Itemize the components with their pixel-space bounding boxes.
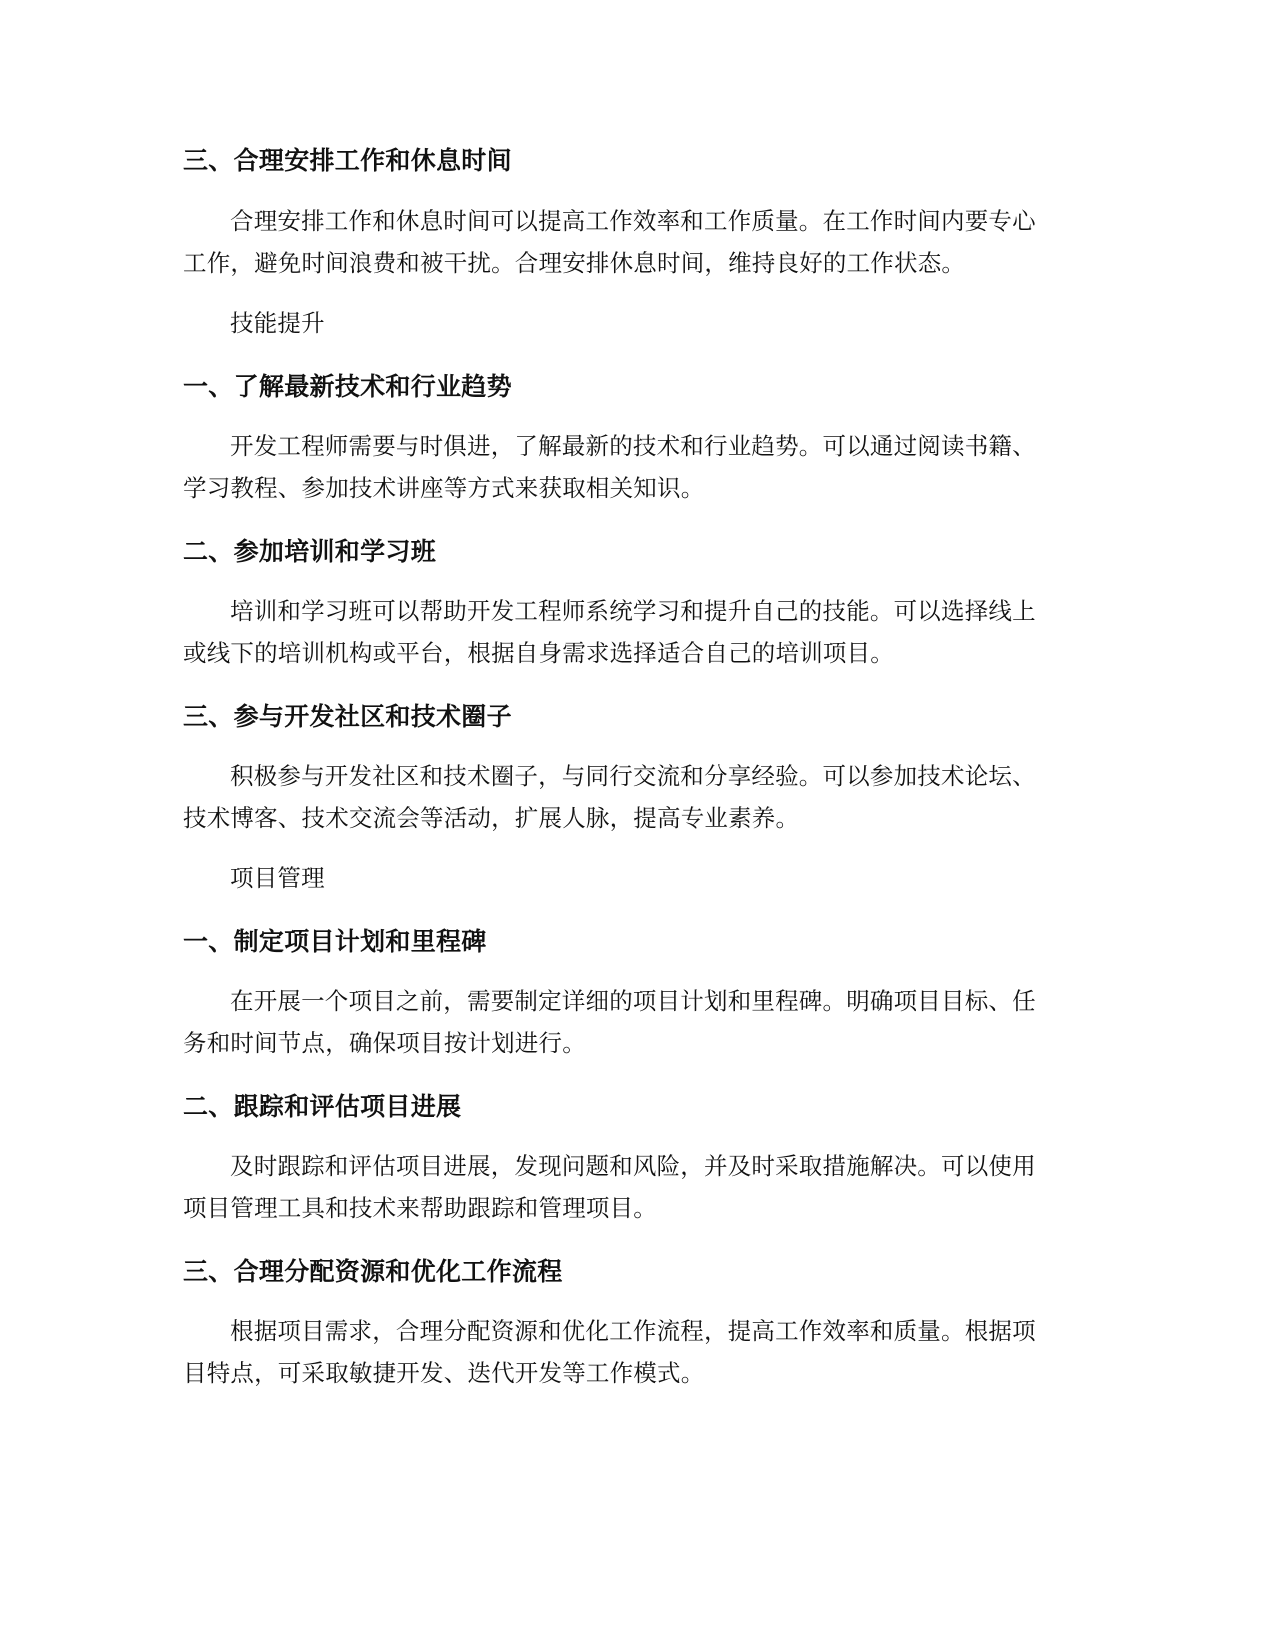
paragraph-line: 积极参与开发社区和技术圈子，与同行交流和分享经验。可以参加技术论坛、	[230, 762, 1036, 790]
paragraph-line: 在开展一个项目之前，需要制定详细的项目计划和里程碑。明确项目目标、任	[230, 987, 1036, 1015]
paragraph-line: 开发工程师需要与时俱进，了解最新的技术和行业趋势。可以通过阅读书籍、	[230, 432, 1036, 460]
paragraph-line: 或线下的培训机构或平台，根据自身需求选择适合自己的培训项目。	[183, 639, 894, 667]
section-heading: 三、合理分配资源和优化工作流程	[183, 1257, 563, 1286]
paragraph-line: 及时跟踪和评估项目进展，发现问题和风险，并及时采取措施解决。可以使用	[230, 1152, 1036, 1180]
paragraph-line: 学习教程、参加技术讲座等方式来获取相关知识。	[183, 474, 705, 502]
section-heading: 三、合理安排工作和休息时间	[183, 146, 512, 175]
paragraph-line: 务和时间节点，确保项目按计划进行。	[183, 1029, 586, 1057]
section-heading: 二、跟踪和评估项目进展	[183, 1092, 462, 1121]
section-heading: 一、制定项目计划和里程碑	[183, 927, 487, 956]
paragraph-line: 工作，避免时间浪费和被干扰。合理安排休息时间，维持良好的工作状态。	[183, 249, 966, 277]
section-heading: 二、参加培训和学习班	[183, 537, 437, 566]
paragraph-line: 培训和学习班可以帮助开发工程师系统学习和提升自己的技能。可以选择线上	[230, 597, 1036, 625]
paragraph-line: 目特点，可采取敏捷开发、迭代开发等工作模式。	[183, 1359, 705, 1387]
section-title: 技能提升	[230, 309, 325, 337]
section-heading: 一、了解最新技术和行业趋势	[183, 372, 512, 401]
paragraph-line: 根据项目需求，合理分配资源和优化工作流程，提高工作效率和质量。根据项	[230, 1317, 1036, 1345]
paragraph-line: 项目管理工具和技术来帮助跟踪和管理项目。	[183, 1194, 657, 1222]
section-title: 项目管理	[230, 864, 325, 892]
section-heading: 三、参与开发社区和技术圈子	[183, 702, 512, 731]
paragraph-line: 技术博客、技术交流会等活动，扩展人脉，提高专业素养。	[183, 804, 800, 832]
paragraph-line: 合理安排工作和休息时间可以提高工作效率和工作质量。在工作时间内要专心	[230, 207, 1036, 235]
